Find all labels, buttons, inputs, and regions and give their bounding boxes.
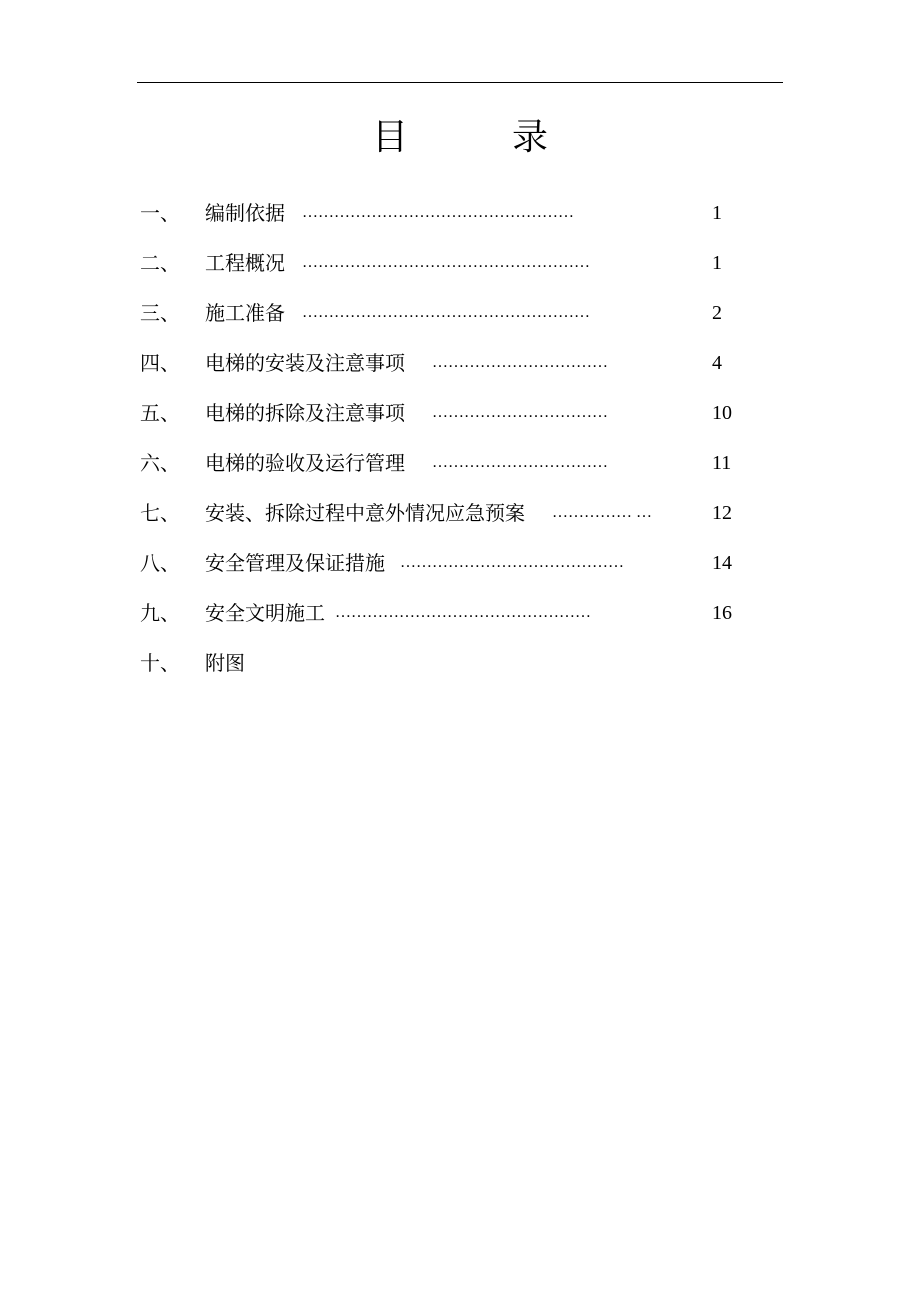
toc-entry-page: 1 [712,202,722,224]
toc-entry-title: 安全文明施工 [205,601,325,625]
toc-entry-title: 施工准备 [205,301,285,325]
toc-entry-page: 11 [712,452,732,474]
toc-entry-title: 安装、拆除过程中意外情况应急预案 [205,501,525,525]
toc-entry-number: 八、 [140,551,180,575]
toc-entry-title: 附图 [205,651,245,675]
toc-entry[interactable] [0,597,920,629]
toc-entry-page: 12 [712,502,732,524]
toc-entry-leader: …………… … [552,504,652,521]
toc-entry-number: 六、 [140,451,180,475]
toc-entry-title: 电梯的拆除及注意事项 [205,401,405,425]
toc-entry-title: 电梯的安装及注意事项 [205,351,405,375]
toc-entry-leader: …………………………………………… [302,204,574,221]
toc-entry-number: 九、 [140,601,180,625]
toc-entry-page: 4 [712,352,722,374]
toc-entry[interactable] [0,397,920,429]
toc-entry-number: 五、 [140,401,180,425]
toc-entry-page: 10 [712,402,732,424]
toc-entry-page: 1 [712,252,722,274]
toc-entry-title: 编制依据 [205,201,285,225]
toc-entry-number: 七、 [140,501,180,525]
toc-entry-leader: ……………………………………………… [302,254,590,271]
toc-entry-number: 一、 [140,201,180,225]
toc-entry[interactable] [0,447,920,479]
toc-entry[interactable] [0,197,920,229]
toc-entry-title: 工程概况 [205,251,285,275]
toc-entry-number: 二、 [140,251,180,275]
toc-entry-page: 14 [712,552,732,574]
toc-entry-leader: …………………………… [432,454,608,471]
toc-entry-number: 十、 [140,651,180,675]
page-title: 目 录 [371,117,582,158]
toc-entry[interactable] [0,347,920,379]
toc-entry-number: 四、 [140,351,180,375]
toc-entry-title: 安全管理及保证措施 [205,551,385,575]
toc-entry[interactable] [0,247,920,279]
toc-entry-title: 电梯的验收及运行管理 [205,451,405,475]
toc-entry[interactable] [0,647,920,679]
toc-entry[interactable] [0,547,920,579]
toc-entry-leader: …………………………… [432,354,608,371]
toc-entry-page: 2 [712,302,722,324]
toc-entry-number: 三、 [140,301,180,325]
toc-entry[interactable] [0,497,920,529]
toc-entry-leader: …………………………… [432,404,608,421]
toc-entry[interactable] [0,297,920,329]
toc-entry-leader: …………………………………… [400,554,624,571]
toc-entry-leader: ………………………………………… [335,604,591,621]
toc-entry-page: 16 [712,602,732,624]
toc-entry-leader: ……………………………………………… [302,304,590,321]
